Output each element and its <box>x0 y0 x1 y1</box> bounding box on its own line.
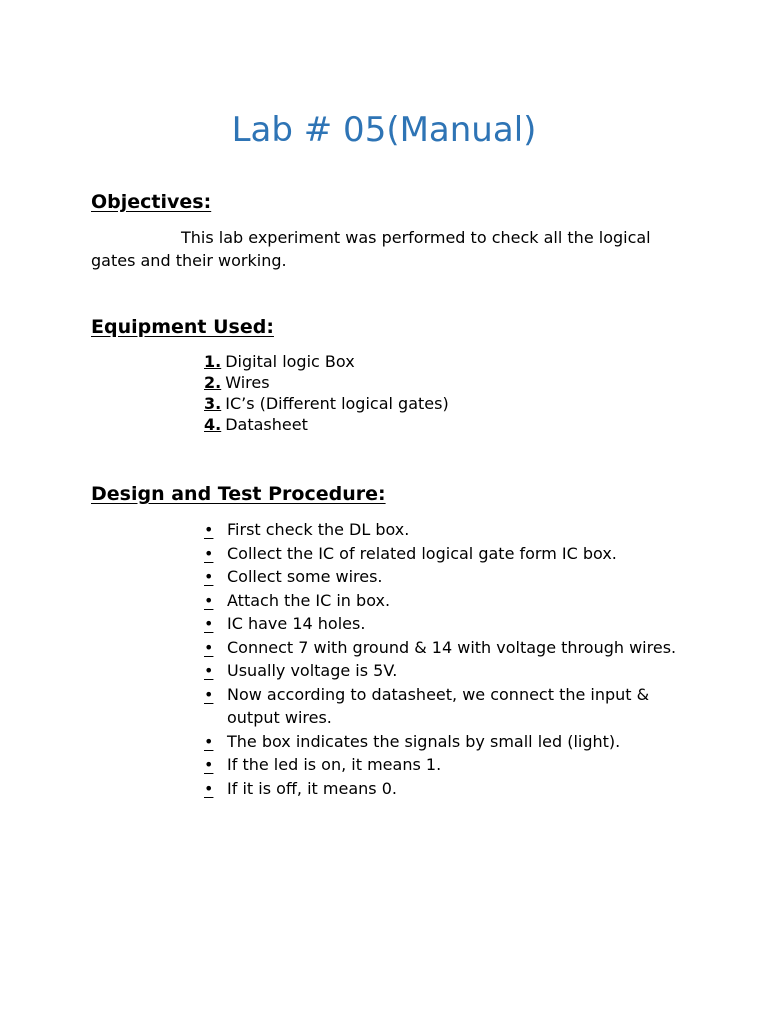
procedure-item <box>204 683 687 730</box>
procedure-item-text: First check the DL box. <box>227 520 410 539</box>
procedure-item <box>204 612 687 636</box>
objectives-paragraph <box>91 226 651 272</box>
procedure-item <box>204 589 687 613</box>
bullet-icon: • <box>204 520 214 539</box>
bullet-icon: • <box>204 778 214 798</box>
bullet-icon: • <box>204 731 214 751</box>
procedure-list <box>204 518 687 800</box>
equipment-item-text: Datasheet <box>225 415 308 434</box>
procedure-heading: Design and Test Procedure: <box>91 483 386 505</box>
procedure-item <box>204 730 687 754</box>
equipment-item-text: IC’s (Different logical gates) <box>225 394 449 413</box>
bullet-icon: • <box>204 543 214 563</box>
procedure-item-text: If it is off, it means 0. <box>227 778 397 798</box>
equipment-item-number: 3. <box>204 394 222 413</box>
equipment-item-number: 1. <box>204 352 222 371</box>
bullet-icon: • <box>204 755 214 774</box>
equipment-item-number: 2. <box>204 373 222 392</box>
procedure-item <box>204 518 687 542</box>
equipment-item-number: 4. <box>204 415 222 434</box>
equipment-heading: Equipment Used: <box>91 316 274 338</box>
equipment-item <box>204 372 449 393</box>
equipment-item <box>204 393 449 414</box>
objectives-heading: Objectives: <box>91 191 212 213</box>
procedure-item <box>204 753 687 777</box>
procedure-item <box>204 659 687 683</box>
equipment-list <box>204 351 449 435</box>
procedure-item <box>204 542 687 566</box>
procedure-item-text: Connect 7 with ground & 14 with voltage through wires. <box>227 637 677 657</box>
bullet-icon: • <box>204 590 214 610</box>
procedure-item-text: Now according to datasheet, we connect the input & output wires. <box>227 684 650 727</box>
equipment-item <box>204 351 449 372</box>
bullet-icon: • <box>204 614 214 633</box>
procedure-item-text: Collect some wires. <box>227 567 383 586</box>
bullet-icon: • <box>204 637 214 657</box>
procedure-item-text: Usually voltage is 5V. <box>227 661 398 680</box>
objectives-text: This lab experiment was performed to check all the logical gates and their working. <box>91 228 651 270</box>
procedure-item <box>204 777 687 801</box>
equipment-item-text: Digital logic Box <box>225 352 355 371</box>
procedure-item-text: If the led is on, it means 1. <box>227 755 442 774</box>
equipment-item <box>204 414 449 435</box>
procedure-item <box>204 636 687 660</box>
procedure-item-text: IC have 14 holes. <box>227 614 366 633</box>
procedure-item <box>204 565 687 589</box>
bullet-icon: • <box>204 661 214 680</box>
procedure-item-text: The box indicates the signals by small led (light). <box>227 731 621 751</box>
procedure-item-text: Attach the IC in box. <box>227 590 391 610</box>
page-title: Lab # 05(Manual) <box>231 110 537 150</box>
bullet-icon: • <box>204 567 214 586</box>
equipment-item-text: Wires <box>225 373 270 392</box>
procedure-item-text: Collect the IC of related logical gate form IC box. <box>227 543 617 563</box>
bullet-icon: • <box>204 684 214 704</box>
